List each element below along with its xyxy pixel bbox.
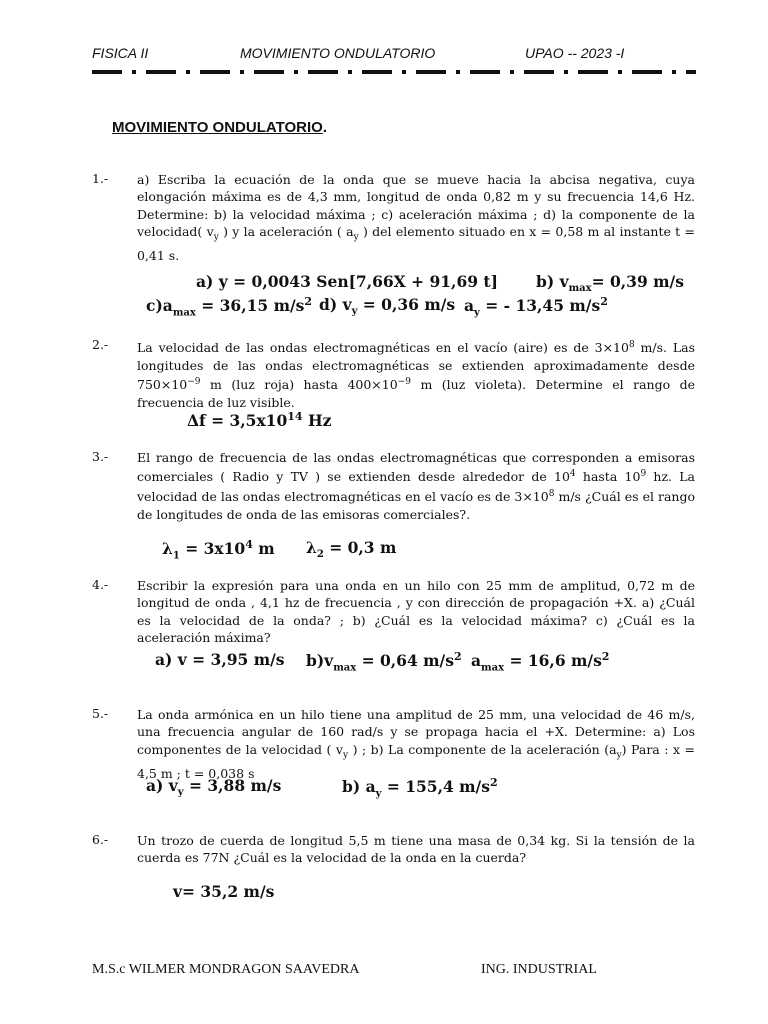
problem-4-answer-c: $a_{max} = 16,6$ $m/s^2$: [471, 650, 610, 674]
problem-5-number: 5.-: [92, 706, 109, 721]
problem-3-answer-2: $\lambda_2 = 0,3$ m: [306, 538, 397, 561]
problem-2-text: La velocidad de las ondas electromagnéticas en el vacío (aire) es de $3\times 10^8$ m/s. Las longitudes de las ondas electromagnéticas se extienden aproximadamente desde $750\times 10^{-9}$ m (luz roja) hasta $400\times 10^{-9}$ m (luz violeta). Determine el rango de frecuencia de luz visible.: [137, 340, 695, 410]
problem-5-text: La onda armónica en un hilo tiene una amplitud de 25 mm, una velocidad de 46 m/s, una frecuencia angular de 160 rad/s y se propaga hacia el +X. Determine: a) Los componentes de la velocidad ( $v_y$ ) ; b) La componente de la aceleración $(a_y)$ Para : x = 4,5 m ; t = 0,038 s: [137, 707, 696, 781]
problem-3-number: 3.-: [92, 449, 109, 464]
problem-5-answer-a: a) $v_y = 3,88$ m/s: [146, 776, 282, 799]
problem-6-number: 6.-: [92, 832, 109, 847]
problem-1-answer-a: a) y = 0,0043 Sen[7,66X + 91,69 t]: [196, 272, 498, 291]
problem-5-answer-b: b) $a_y = 155,4$ $m/s^2$: [342, 776, 498, 800]
footer-author: M.S.c WILMER MONDRAGON SAAVEDRA: [92, 962, 360, 977]
problem-4-number: 4.-: [92, 577, 109, 592]
page-title: MOVIMIENTO ONDULATORIO.: [112, 119, 328, 136]
problem-4-answer-b: $b)v_{max} = 0,64$ $m/s^2$: [306, 650, 462, 674]
problem-4-answer-a: a) v = 3,95 m/s: [155, 650, 285, 669]
problem-1-answer-e: $a_y$ = - 13,45 $m/s^2$: [464, 295, 608, 319]
problem-1-text: a) Escriba la ecuación de la onda que se mueve hacia la abcisa negativa, cuya elongación máxima es de 4,3 mm, longitud de onda 0,82 m y su frecuencia 14,6 Hz. Determine: b) la velocidad máxima ; c) aceleración máxima ; d) la componente de la velocidad( $v_y$ ) y la aceleración ( $a_y$ ) del elemento situado en x = 0,58 m al instante t = 0,41 s.: [137, 172, 695, 264]
problem-3-text: El rango de frecuencia de las ondas electromagnéticas que corresponden a emisoras comerciales ( Radio y TV ) se extienden desde alrededor de $10^4$ hasta $10^9$ hz. La velocidad de las ondas electromagnéticas en el vacío es de $3\times 10^8$ m/s ¿Cuál es el rango de longitudes de onda de las emisoras comerciales?.: [137, 450, 696, 522]
footer-department: ING. INDUSTRIAL: [481, 962, 597, 977]
problem-1-answer-d: d) $v_y = 0,36$ m/s: [319, 295, 456, 318]
problem-6-text: Un trozo de cuerda de longitud 5,5 m tiene una masa de 0,34 kg. Si la tensión de la cuerda es 77N ¿Cuál es la velocidad de la onda en la cuerda?: [137, 833, 695, 866]
problem-1-number: 1.-: [92, 171, 109, 186]
header-course: FISICA II: [92, 45, 149, 61]
problem-3-answer-1: $\lambda_1 = 3x10^4$ m: [162, 538, 275, 562]
problem-4-text: Escribir la expresión para una onda en un hilo con 25 mm de amplitud, 0,72 m de longitud de onda , 4,1 hz de frecuencia , y con dirección de propagación +X. a) ¿Cuál es la velocidad de la onda? ; b) ¿Cuál es la velocidad máxima? c) ¿Cuál es la aceleración máxima?: [137, 578, 695, 646]
problem-1-answer-b: b) $v_{max}= 0,39$ m/s: [536, 272, 684, 295]
problem-2-answer: $\Delta f = 3,5x10^{14}$ Hz: [187, 410, 332, 431]
problem-6-answer: v= 35,2 m/s: [173, 882, 275, 901]
header-institution: UPAO -- 2023 -I: [525, 45, 625, 61]
problem-1-answer-c: $c)a_{max} = 36,15$ $m/s^2$: [146, 295, 313, 319]
header-dash-divider: [92, 70, 696, 74]
problem-2-number: 2.-: [92, 337, 109, 352]
header-topic: MOVIMIENTO ONDULATORIO: [240, 45, 436, 61]
